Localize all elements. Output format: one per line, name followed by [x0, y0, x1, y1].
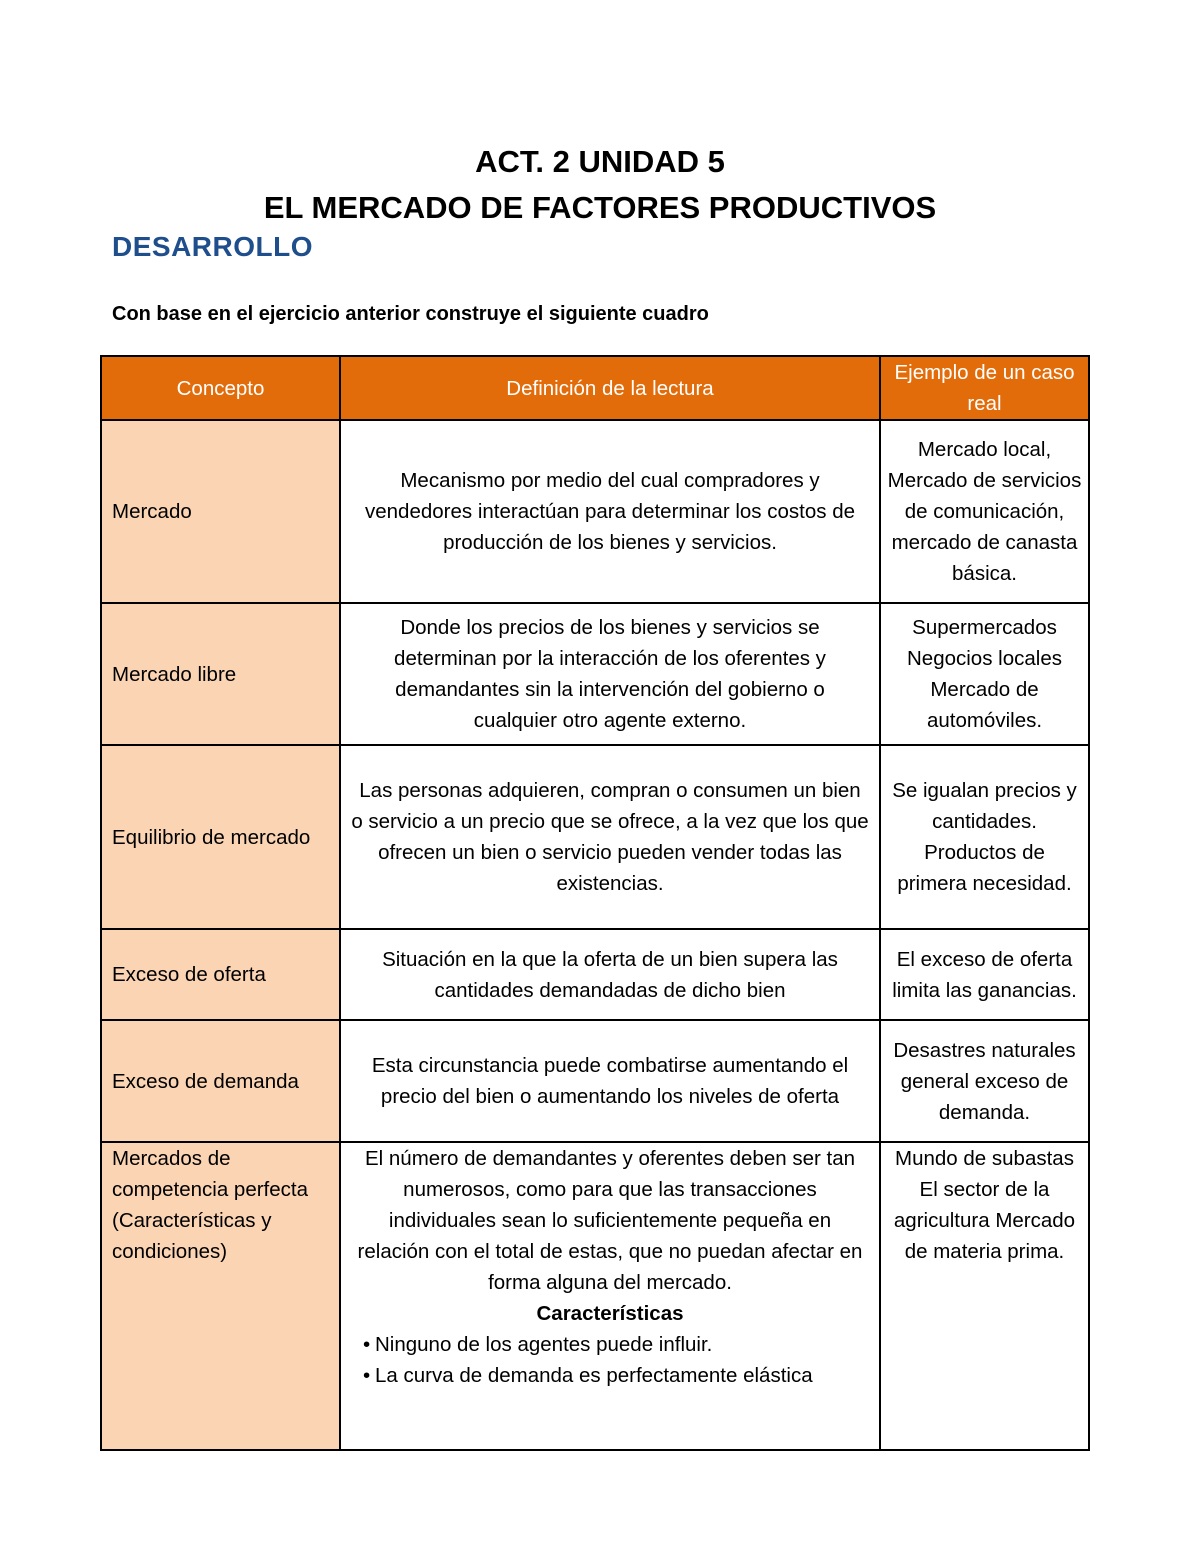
definition-text: El número de demandantes y oferentes deben ser tan numerosos, como para que las transacciones individuales sean lo suficientemente pequeña en relación con el total de estas, que no puedan afectar en forma alguna del mercado. [357, 1147, 863, 1294]
definition-cell: Las personas adquieren, compran o consumen un bien o servicio a un precio que se ofrece, a la vez que los que ofrecen un bien o servicio pueden vender todas las existencias. [340, 745, 880, 929]
definition-cell: Esta circunstancia puede combatirse aumentando el precio del bien o aumentando los niveles de oferta [340, 1020, 880, 1142]
instructions-text: Con base en el ejercicio anterior construye el siguiente cuadro [112, 303, 709, 325]
example-cell: Supermercados Negocios locales Mercado de automóviles. [880, 603, 1089, 745]
bullet-icon: • [363, 1333, 371, 1356]
concept-cell: Exceso de oferta [101, 929, 340, 1020]
list-item [365, 1329, 869, 1360]
document-title: ACT. 2 UNIDAD 5 [475, 144, 725, 179]
definition-cell: Donde los precios de los bienes y servicios se determinan por la interacción de los oferentes y demandantes sin la intervención del gobierno o cualquier otro agente externo. [340, 603, 880, 745]
characteristics-list [351, 1329, 869, 1391]
concept-cell: Mercado libre [101, 603, 340, 745]
list-item-text: Ninguno de los agentes puede influir. [375, 1333, 713, 1356]
concept-cell: Mercados de competencia perfecta (Características y condiciones) [101, 1142, 340, 1450]
bullet-icon: • [363, 1364, 371, 1387]
definition-cell [340, 1142, 880, 1450]
table-row [101, 1142, 1089, 1450]
concept-cell: Exceso de demanda [101, 1020, 340, 1142]
header-definicion: Definición de la lectura [340, 356, 880, 420]
example-cell: El exceso de oferta limita las ganancias. [880, 929, 1089, 1020]
concepts-table [100, 355, 1090, 1451]
example-cell: Desastres naturales general exceso de demanda. [880, 1020, 1089, 1142]
definition-cell: Situación en la que la oferta de un bien supera las cantidades demandadas de dicho bien [340, 929, 880, 1020]
example-cell: Mercado local, Mercado de servicios de comunicación, mercado de canasta básica. [880, 420, 1089, 603]
concept-cell: Mercado [101, 420, 340, 603]
header-concepto: Concepto [101, 356, 340, 420]
table-row [101, 420, 1089, 603]
example-cell: Mundo de subastas El sector de la agricultura Mercado de materia prima. [880, 1142, 1089, 1450]
list-item-text: La curva de demanda es perfectamente elástica [375, 1364, 813, 1387]
document-subtitle: EL MERCADO DE FACTORES PRODUCTIVOS [263, 190, 937, 225]
list-item [365, 1360, 869, 1391]
table-row [101, 929, 1089, 1020]
header-ejemplo: Ejemplo de un caso real [880, 356, 1089, 420]
characteristics-heading: Características [536, 1302, 684, 1325]
concept-cell: Equilibrio de mercado [101, 745, 340, 929]
table-row [101, 603, 1089, 745]
section-heading: DESARROLLO [112, 231, 313, 262]
table-row [101, 1020, 1089, 1142]
example-cell: Se igualan precios y cantidades. Productos de primera necesidad. [880, 745, 1089, 929]
table-row [101, 745, 1089, 929]
definition-cell: Mecanismo por medio del cual compradores y vendedores interactúan para determinar los costos de producción de los bienes y servicios. [340, 420, 880, 603]
table-header-row [101, 356, 1089, 420]
